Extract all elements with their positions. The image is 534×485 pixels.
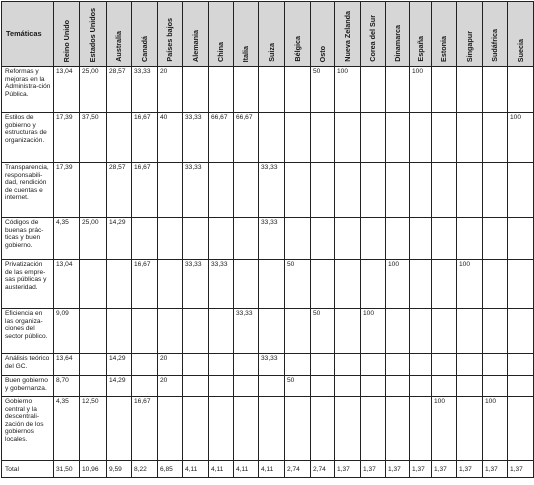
table-cell	[234, 354, 259, 376]
row-topic: Privatización de las empre-sas públicas y austeridad.	[2, 260, 54, 309]
table-cell	[386, 376, 410, 397]
table-cell: 33,33	[259, 218, 285, 260]
header-country	[410, 2, 432, 67]
table-cell	[410, 354, 432, 376]
table-cell	[335, 354, 361, 376]
table-row	[2, 376, 534, 397]
table-cell: 100	[432, 397, 457, 461]
table-cell: 14,29	[107, 376, 132, 397]
table-cell	[183, 397, 209, 461]
table-cell: 40	[158, 113, 183, 163]
table-cell: 16,67	[132, 113, 158, 163]
table-cell: 17,39	[54, 163, 80, 218]
table-cell	[132, 354, 158, 376]
table-cell	[335, 397, 361, 461]
table-cell	[508, 67, 534, 113]
row-topic: Buen gobierno y gobernanza.	[2, 376, 54, 397]
table-cell: 16,67	[132, 163, 158, 218]
header-country	[311, 2, 335, 67]
table-cell	[311, 113, 335, 163]
table-cell: 12,50	[80, 397, 107, 461]
table-cell: 37,50	[80, 113, 107, 163]
table-cell	[361, 163, 386, 218]
table-cell: 4,35	[54, 218, 80, 260]
header-tematicas: Temáticas	[2, 2, 54, 67]
table-cell	[335, 163, 361, 218]
row-topic: Gobierno central y la descentrali-zación de los gobiernos locales.	[2, 397, 54, 461]
header-country-label: Corea del Sur	[368, 15, 377, 62]
row-topic: Análisis teórico del GC.	[2, 354, 54, 376]
table-cell	[209, 218, 234, 260]
header-country	[259, 2, 285, 67]
table-cell	[209, 376, 234, 397]
row-topic: Transparencia, responsabili-dad, rendición de cuentas e internet.	[2, 163, 54, 218]
table-cell	[432, 163, 457, 218]
header-country	[335, 2, 361, 67]
header-country-label: Australia	[114, 31, 123, 62]
table-cell	[209, 309, 234, 354]
table-cell	[386, 354, 410, 376]
header-country	[234, 2, 259, 67]
table-cell: 100	[508, 113, 534, 163]
table-cell	[386, 163, 410, 218]
table-cell: 20	[158, 354, 183, 376]
total-cell: 9,59	[107, 461, 132, 478]
header-country-label: Nueva Zelanda	[342, 11, 352, 62]
table-cell	[132, 376, 158, 397]
table-cell	[335, 218, 361, 260]
table-cell	[483, 354, 508, 376]
table-row	[2, 309, 534, 354]
total-cell: 1,37	[335, 461, 361, 478]
table-cell	[386, 113, 410, 163]
header-country	[54, 2, 80, 67]
table-cell: 100	[361, 309, 386, 354]
table-cell: 28,57	[107, 163, 132, 218]
table-cell: 14,29	[107, 218, 132, 260]
header-country-label: Italia	[241, 45, 250, 62]
table-cell	[234, 67, 259, 113]
table-cell	[285, 113, 311, 163]
table-cell	[183, 218, 209, 260]
table-cell	[483, 376, 508, 397]
table-cell	[335, 309, 361, 354]
table-row	[2, 218, 534, 260]
table-cell	[259, 67, 285, 113]
table-cell: 100	[386, 260, 410, 309]
total-cell: 6,85	[158, 461, 183, 478]
table-cell: 66,67	[234, 113, 259, 163]
table-cell	[259, 309, 285, 354]
table-cell	[508, 163, 534, 218]
total-cell: 1,37	[361, 461, 386, 478]
table-header	[2, 2, 534, 67]
table-cell	[234, 218, 259, 260]
table-cell	[311, 163, 335, 218]
table-cell	[457, 397, 483, 461]
table-cell	[410, 376, 432, 397]
table-cell	[361, 113, 386, 163]
table-cell	[335, 260, 361, 309]
table-row	[2, 113, 534, 163]
total-cell: 2,74	[311, 461, 335, 478]
table-cell	[285, 67, 311, 113]
header-country-label: Reino Unido	[61, 19, 71, 62]
header-country-label: Estados Unidos	[88, 7, 97, 62]
table-cell: 33,33	[259, 163, 285, 218]
table-cell: 4,35	[54, 397, 80, 461]
table-cell	[483, 309, 508, 354]
table-cell: 100	[410, 67, 432, 113]
table-cell	[259, 260, 285, 309]
header-country	[285, 2, 311, 67]
table-cell	[234, 397, 259, 461]
table-cell	[285, 354, 311, 376]
table-cell	[209, 67, 234, 113]
table-cell: 16,67	[132, 260, 158, 309]
table-body	[2, 67, 534, 478]
header-country-label: España	[415, 36, 425, 62]
table-cell	[386, 218, 410, 260]
table-cell	[457, 376, 483, 397]
row-topic: Reformas y mejoras en la Administra-ción Pública.	[2, 67, 54, 113]
table-cell	[483, 113, 508, 163]
table-cell	[311, 397, 335, 461]
table-cell	[311, 260, 335, 309]
table-cell: 50	[311, 67, 335, 113]
table-cell	[158, 309, 183, 354]
row-topic: Estilos de gobierno y estructuras de organización.	[2, 113, 54, 163]
header-country	[432, 2, 457, 67]
row-topic: Eficiencia en las organiza-ciones del sector público.	[2, 309, 54, 354]
header-country	[457, 2, 483, 67]
table-cell	[432, 376, 457, 397]
total-label: Total	[2, 461, 54, 478]
total-cell: 2,74	[285, 461, 311, 478]
table-cell	[234, 376, 259, 397]
header-country	[80, 2, 107, 67]
header-country-label: Bélgica	[292, 36, 302, 62]
header-country	[209, 2, 234, 67]
table-cell	[457, 354, 483, 376]
table-cell	[508, 354, 534, 376]
table-cell	[432, 260, 457, 309]
header-country-label: Dinamarca	[392, 25, 402, 62]
table-cell	[80, 376, 107, 397]
total-cell: 4,11	[234, 461, 259, 478]
table-cell	[209, 397, 234, 461]
table-cell: 100	[457, 260, 483, 309]
table-cell: 33,33	[183, 163, 209, 218]
table-cell	[508, 397, 534, 461]
header-country	[132, 2, 158, 67]
table-cell: 33,33	[183, 260, 209, 309]
table-cell	[483, 218, 508, 260]
table-cell	[432, 218, 457, 260]
table-cell	[361, 376, 386, 397]
table-cell	[432, 309, 457, 354]
table-cell	[158, 218, 183, 260]
table-cell	[285, 163, 311, 218]
table-cell: 33,33	[183, 113, 209, 163]
table-cell	[132, 309, 158, 354]
table-cell	[107, 113, 132, 163]
table-cell	[80, 309, 107, 354]
table-cell	[107, 260, 132, 309]
header-country	[508, 2, 534, 67]
total-cell: 1,37	[508, 461, 534, 478]
table-cell	[410, 163, 432, 218]
total-cell: 1,37	[457, 461, 483, 478]
table-cell: 66,67	[209, 113, 234, 163]
table-cell: 16,67	[132, 397, 158, 461]
table-cell	[483, 260, 508, 309]
table-cell	[386, 67, 410, 113]
table-cell	[335, 113, 361, 163]
total-cell: 4,11	[259, 461, 285, 478]
table-cell	[259, 113, 285, 163]
table-cell	[410, 113, 432, 163]
table-cell	[132, 218, 158, 260]
total-cell: 31,50	[54, 461, 80, 478]
table-cell	[183, 376, 209, 397]
table-cell	[483, 163, 508, 218]
header-country	[107, 2, 132, 67]
total-row	[2, 461, 534, 478]
table-row	[2, 260, 534, 309]
table-cell	[386, 397, 410, 461]
table-cell	[285, 218, 311, 260]
table-cell	[361, 260, 386, 309]
total-cell: 1,37	[483, 461, 508, 478]
table-cell	[158, 397, 183, 461]
table-cell: 28,57	[107, 67, 132, 113]
table-row	[2, 67, 534, 113]
header-country-label: Países bajos	[165, 18, 174, 62]
table-cell	[361, 218, 386, 260]
table-cell	[107, 397, 132, 461]
header-country	[183, 2, 209, 67]
total-cell: 8,22	[132, 461, 158, 478]
table-cell	[508, 309, 534, 354]
table-cell: 33,33	[132, 67, 158, 113]
table-cell	[158, 260, 183, 309]
table-row	[2, 163, 534, 218]
table-cell	[259, 397, 285, 461]
table-cell: 9,09	[54, 309, 80, 354]
total-cell: 1,37	[386, 461, 410, 478]
table-cell: 50	[285, 260, 311, 309]
table-cell	[209, 163, 234, 218]
table-cell	[410, 260, 432, 309]
header-country-label: Suecia	[515, 38, 525, 62]
table-cell: 13,04	[54, 67, 80, 113]
table-row	[2, 397, 534, 461]
table-cell	[432, 113, 457, 163]
table-cell	[361, 397, 386, 461]
table-cell	[361, 67, 386, 113]
table-cell	[457, 309, 483, 354]
header-country-label: Canadá	[139, 36, 149, 62]
table-cell	[457, 163, 483, 218]
header-country-label: Osto	[317, 45, 327, 62]
table-cell	[311, 354, 335, 376]
table-cell	[80, 163, 107, 218]
header-country	[483, 2, 508, 67]
table-cell	[410, 397, 432, 461]
table-cell	[107, 309, 132, 354]
table-cell	[80, 354, 107, 376]
table-row	[2, 354, 534, 376]
table-cell: 17,39	[54, 113, 80, 163]
table-cell	[311, 376, 335, 397]
table-cell: 13,04	[54, 260, 80, 309]
table-cell: 13,64	[54, 354, 80, 376]
row-topic: Códigos de buenas prác-ticas y buen gobierno.	[2, 218, 54, 260]
table-cell	[457, 113, 483, 163]
table-cell	[259, 376, 285, 397]
header-country-label: Estonia	[439, 36, 448, 62]
data-table	[1, 1, 534, 478]
table-cell	[386, 309, 410, 354]
table-cell	[183, 67, 209, 113]
table-cell	[410, 309, 432, 354]
total-cell: 1,37	[410, 461, 432, 478]
table-cell	[234, 260, 259, 309]
table-cell	[432, 67, 457, 113]
table-cell	[80, 260, 107, 309]
table-cell: 100	[335, 67, 361, 113]
table-cell	[234, 163, 259, 218]
table-cell: 25,00	[80, 218, 107, 260]
table-cell	[410, 218, 432, 260]
total-cell: 10,96	[80, 461, 107, 478]
table-cell: 33,33	[234, 309, 259, 354]
table-cell	[183, 309, 209, 354]
table-cell	[457, 218, 483, 260]
table-cell	[508, 218, 534, 260]
total-cell: 4,11	[209, 461, 234, 478]
table-cell	[508, 376, 534, 397]
header-country	[158, 2, 183, 67]
table-cell	[285, 397, 311, 461]
table-cell	[285, 309, 311, 354]
header-country-label: China	[216, 42, 225, 62]
table-cell	[158, 163, 183, 218]
table-cell	[311, 218, 335, 260]
header-country	[361, 2, 386, 67]
table-cell	[209, 354, 234, 376]
table-cell	[457, 67, 483, 113]
table-cell	[508, 260, 534, 309]
table-cell: 14,29	[107, 354, 132, 376]
table-cell: 50	[285, 376, 311, 397]
table-cell: 33,33	[259, 354, 285, 376]
header-country	[386, 2, 410, 67]
table-cell	[335, 376, 361, 397]
header-country-label: Alemania	[190, 30, 200, 62]
table-cell: 33,33	[209, 260, 234, 309]
table-cell	[432, 354, 457, 376]
table-cell: 100	[483, 397, 508, 461]
table-cell	[183, 354, 209, 376]
table-cell: 8,70	[54, 376, 80, 397]
table-cell: 25,00	[80, 67, 107, 113]
header-country-label: Suiza	[266, 43, 276, 62]
header-country-label: Sudáfrica	[490, 29, 499, 62]
table-cell: 20	[158, 67, 183, 113]
table-cell: 50	[311, 309, 335, 354]
table-cell	[483, 67, 508, 113]
table-cell: 20	[158, 376, 183, 397]
table-cell	[361, 354, 386, 376]
header-row	[2, 2, 534, 67]
header-country-label: Singapur	[464, 30, 474, 62]
total-cell: 1,37	[432, 461, 457, 478]
total-cell: 4,11	[183, 461, 209, 478]
